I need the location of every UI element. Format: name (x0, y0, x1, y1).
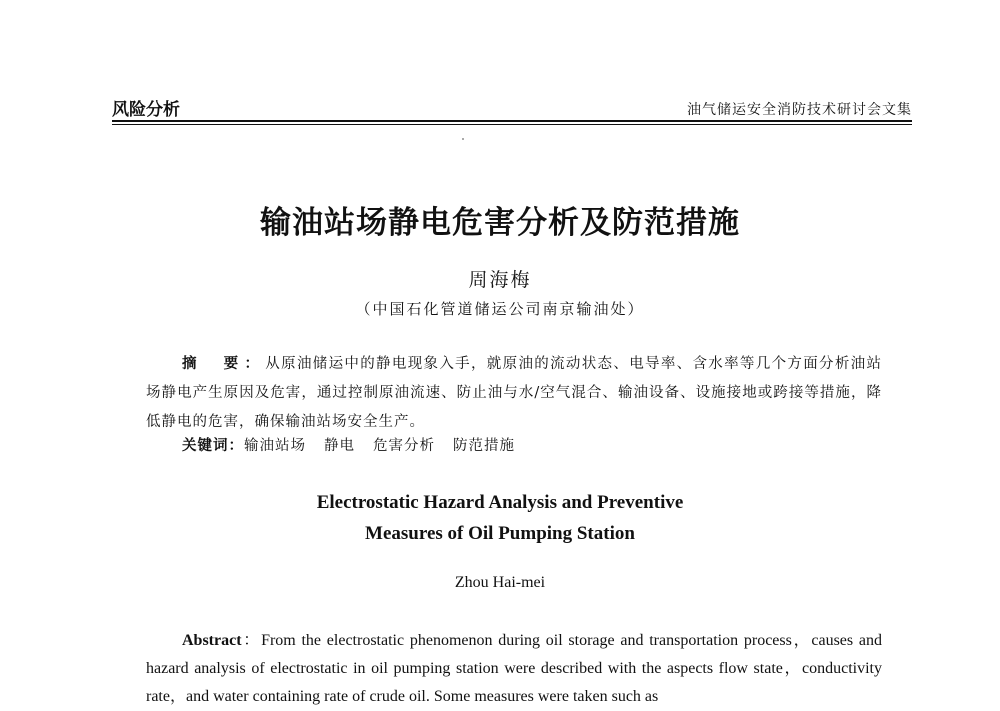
journal-header: 油气储运安全消防技术研讨会文集 (687, 102, 912, 118)
keywords-cn (182, 434, 533, 455)
abstract-en-label: Abstract (182, 632, 242, 649)
keywords-cn-label: 关键词： (182, 438, 244, 454)
author-cn: 周海梅 (468, 269, 532, 291)
paper-title-en (0, 487, 1000, 549)
abstract-en (146, 627, 882, 711)
header-rule-thin (112, 124, 912, 125)
author-en: Zhou Hai-mei (454, 574, 546, 591)
keyword-item: 危害分析 (373, 438, 435, 454)
keyword-item: 防范措施 (453, 438, 515, 454)
abstract-en-separator: ： (241, 632, 262, 649)
scan-speck (462, 138, 464, 140)
abstract-cn-text: 从原油储运中的静电现象入手，就原油的流动状态、电导率、含水率等几个方面分析油站场静电产生原因及危害，通过控制原油流速、防止油与水/空气混合、输油设备、设施接地或跨接等措施，降低静电的危害，确保输油站场安全生产。 (146, 356, 883, 430)
header-rule (112, 120, 912, 122)
paper-title-cn: 输油站场静电危害分析及防范措施 (260, 205, 740, 241)
paper-title-en-line1: Electrostatic Hazard Analysis and Preventive (316, 492, 684, 513)
abstract-en-text: From the electrostatic phenomenon during oil storage and transportation process，causes and hazard analysis of electrostatic in oil pumping station were described with the aspects flow state，conductivity rate，and water containing rate of crude oil. Some measures were taken such as (146, 632, 882, 705)
abstract-cn (146, 350, 882, 437)
keyword-item: 输油站场 (244, 438, 306, 454)
affiliation-cn: （中国石化管道储运公司南京输油处） (355, 300, 645, 318)
paper-title-en-line2: Measures of Oil Pumping Station (365, 523, 635, 544)
keyword-item: 静电 (324, 438, 355, 454)
abstract-cn-label: 摘 要： (182, 356, 266, 372)
section-header: 风险分析 (112, 100, 180, 120)
